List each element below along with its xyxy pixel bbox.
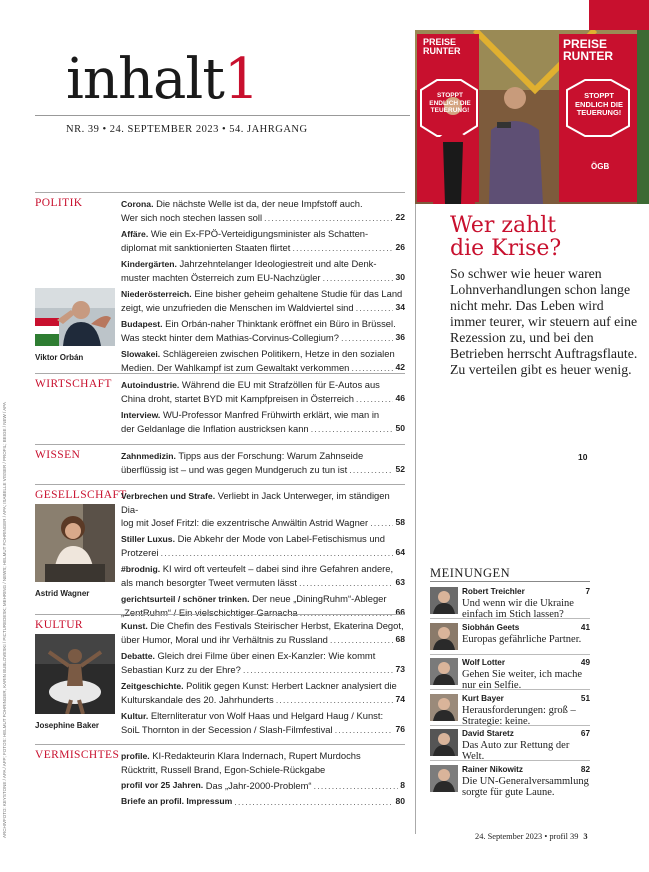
entry-page: 68 [395, 634, 405, 644]
entry-page: 58 [395, 517, 405, 527]
author-avatar [430, 694, 458, 721]
toc-entry[interactable] [121, 709, 405, 736]
wagner-photo [35, 504, 115, 582]
entry-last-line: als manch besorgter Tweet vermuten lässt [121, 577, 297, 588]
entry-keyword: Niederösterreich. [121, 289, 192, 299]
orban-photo [35, 288, 115, 346]
toc-entry[interactable] [121, 532, 405, 559]
toc-entry[interactable] [121, 649, 405, 676]
entry-page: 80 [395, 796, 405, 806]
opinion-item[interactable] [430, 691, 590, 725]
section-title: WISSEN [35, 449, 81, 461]
sign-top-right: PREISE RUNTER [563, 37, 613, 63]
toc-entry[interactable] [121, 749, 405, 776]
section-entries [121, 449, 405, 479]
entry-keyword: Interview. [121, 410, 161, 420]
entry-last-line: diplomat mit sanktionierten Staaten flirtet [121, 242, 291, 253]
meinungen-rule [430, 581, 590, 582]
section-rule [35, 614, 405, 615]
entry-keyword: Affäre. [121, 229, 149, 239]
leader-dots [349, 463, 393, 476]
thumb-wagner [35, 504, 115, 598]
leader-dots [356, 301, 394, 314]
entry-page: 22 [395, 212, 405, 222]
section-title: GESELLSCHAFT [35, 489, 127, 501]
author-avatar [430, 658, 458, 685]
entry-page: 8 [400, 780, 405, 790]
section-entries [121, 489, 405, 622]
entry-page: 64 [395, 547, 405, 557]
entry-last-line: Sebastian Kurz zu der Ehre? [121, 664, 241, 675]
section-gesellschaft [35, 484, 405, 618]
entry-keyword: Kunst. [121, 621, 148, 631]
entry-last-line: der Geldanlage die Inflation austricksen kann [121, 423, 309, 434]
entry-last-line: überflüssig ist – und was gegen Mundgeruch zu tun ist [121, 464, 348, 475]
entry-keyword: Autoindustrie. [121, 380, 180, 390]
author-avatar [430, 587, 458, 614]
opinion-page: 49 [580, 658, 590, 667]
entry-page: 26 [395, 242, 405, 252]
entry-page: 52 [395, 464, 405, 474]
leader-dots [356, 392, 394, 405]
opinion-headline: Herausforderungen: groß – Strategie: keine. [462, 704, 576, 727]
opinion-page: 51 [580, 693, 590, 703]
author-name: Siobhán Geets [462, 622, 520, 632]
entry-last-line: SoiL Thornton in der Secession / Slash-Filmfestival [121, 724, 333, 735]
section-rule [35, 484, 405, 485]
entry-text: Die Chefin des Festivals Steirischer Herbst, Ekaterina Degot, [150, 620, 404, 631]
toc-entry[interactable] [121, 197, 405, 224]
opinion-item[interactable] [430, 620, 590, 654]
entry-text: Verliebt in Jack Unterweger, im ständigen Dia- [121, 490, 390, 515]
entry-last-line: log mit Josef Fritzl: die exzentrische Anwältin Astrid Wagner [121, 517, 369, 528]
entry-keyword: Kindergärten. [121, 259, 177, 269]
opinion-headline: Und wenn wir die Ukraine einfach im Stich lassen? [462, 598, 574, 620]
entry-keyword: Zeitgeschichte. [121, 681, 184, 691]
author-name: Rainer Nikowitz [462, 764, 523, 774]
entry-keyword: gerichtsurteil / schöner trinken. [121, 594, 250, 604]
author-name: Wolf Lotter [462, 658, 506, 667]
leader-dots [341, 331, 393, 344]
author-avatar [430, 729, 458, 756]
entry-page: 46 [395, 393, 405, 403]
section-rule [35, 373, 405, 374]
section-rule [35, 744, 405, 745]
entry-last-line: China droht, startet BYD mit Kampfpreisen in Österreich [121, 393, 354, 404]
entry-last-line: Medien. Der Wahlkampf ist zum Gewaltakt verkommen [121, 362, 350, 373]
leader-dots [243, 663, 394, 676]
thumb-caption: Josephine Baker [35, 721, 100, 730]
header-rule [35, 115, 410, 116]
toc-entry[interactable] [121, 287, 405, 314]
leader-dots [335, 723, 394, 736]
entry-text: Während die EU mit Strafzöllen für E-Autos aus [181, 379, 380, 390]
page-title [66, 47, 259, 112]
entry-keyword: Corona. [121, 199, 154, 209]
entry-text: Jahrzehntelanger Ideologiestreit und alte Denk- [179, 258, 377, 269]
entry-last-line: zeigt, wie unzufrieden die Menschen im Waldviertel sind [121, 302, 354, 313]
toc-entry[interactable] [121, 795, 405, 808]
entry-text-cont: Rücktritt, Russell Brand, Egon-Schiele-Rückgabe [121, 764, 326, 775]
entry-keyword: Slowakei. [121, 349, 161, 359]
opinion-headline: Die UN-Generalversammlung sorgte für gute Laune. [462, 775, 589, 798]
leader-dots [311, 422, 394, 435]
entry-page: 36 [395, 332, 405, 342]
entry-page: 73 [395, 664, 405, 674]
section-title: WIRTSCHAFT [35, 378, 112, 390]
entry-page: 34 [395, 302, 405, 312]
cover-title-line2: die Krise? [450, 236, 562, 261]
leader-dots [264, 211, 393, 224]
opinion-page: 67 [580, 729, 590, 738]
section-title: POLITIK [35, 197, 83, 209]
entry-text: Ein Orbán-naher Thinktank eröffnet ein Büro in Brüssel. [165, 318, 396, 329]
entry-keyword: Briefe an profil. Impressum [121, 796, 233, 806]
entry-page: 76 [395, 724, 405, 734]
entry-text: Eine bisher geheim gehaltene Studie für das Land [194, 288, 403, 299]
leader-dots [314, 779, 399, 792]
opinion-item[interactable] [430, 726, 590, 760]
cover-story-teaser: So schwer wie heuer waren Lohnverhandlungen schon lange nicht mehr. Das Leben wird immer teurer, wir steuern auf eine Rezession zu, und bei den Betrieben herrscht Auftragsflaute. Zu verteilen gibt es heuer wenig. [450, 266, 638, 377]
author-avatar [430, 623, 458, 650]
corner-accent [589, 0, 649, 30]
entry-keyword: Kultur. [121, 711, 149, 721]
section-wissen [35, 444, 405, 480]
toc-entry[interactable] [121, 257, 405, 284]
cover-photo [415, 30, 649, 204]
entry-last-line: Protzerei [121, 547, 159, 558]
column-divider [415, 204, 416, 834]
entry-text: KI wird oft verteufelt – dabei sind ihre Gefahren andere, [162, 563, 394, 574]
section-entries [121, 619, 405, 739]
toc-entry[interactable] [121, 679, 405, 706]
opinion-page: 82 [580, 764, 590, 774]
entry-text: Die nächste Welle ist da, der neue Impfstoff auch. [156, 198, 363, 209]
entry-text: Tipps aus der Forschung: Warum Zahnseide [178, 450, 364, 461]
baker-photo [35, 634, 115, 714]
toc-entry[interactable] [121, 227, 405, 254]
leader-dots [323, 271, 394, 284]
author-name: David Staretz [462, 729, 514, 738]
section-title: VERMISCHTES [35, 749, 120, 761]
footer-page-number: 3 [583, 832, 588, 841]
opinion-headline: Das Auto zur Rettung der Welt. [462, 740, 570, 762]
opinion-headline: Europas gefährliche Partner. [462, 633, 582, 645]
entry-last-line: Wer sich noch stechen lassen soll [121, 212, 263, 223]
entry-last-line: „ZentRuhm“ / Ein vielschichtiger Garnacha [121, 607, 298, 618]
entry-text: KI-Redakteurin Klara Indernach, Rupert Murdochs [152, 750, 361, 761]
leader-dots [276, 693, 394, 706]
entry-page: 66 [395, 607, 405, 617]
entry-page: 30 [395, 272, 405, 282]
toc-entry[interactable] [121, 378, 405, 405]
cover-story-page: 10 [578, 452, 588, 462]
meinungen-title: MEINUNGEN [430, 566, 511, 580]
entry-page: 50 [395, 423, 405, 433]
sign-brand: ÖGB [591, 162, 610, 171]
cover-title-line1: Wer zahlt [450, 213, 557, 238]
sign-top-left: PREISE RUNTER [423, 37, 461, 56]
entry-keyword: profil vor 25 Jahren. [121, 780, 204, 790]
entry-keyword: Debatte. [121, 651, 155, 661]
toc-entry[interactable] [121, 347, 405, 374]
leader-dots [161, 546, 394, 559]
opinion-page: 41 [580, 622, 590, 632]
entry-text: Gleich drei Filme über einen Ex-Kanzler: Wie kommt [157, 650, 376, 661]
entry-keyword: Budapest. [121, 319, 163, 329]
entry-text: Wie ein Ex-FPÖ-Verteidigungsminister als Schatten- [150, 228, 369, 239]
author-name: Kurt Bayer [462, 693, 504, 703]
entry-page: 63 [395, 577, 405, 587]
leader-dots [234, 795, 393, 808]
entry-text: Elternliteratur von Wolf Haas und Helgard Haug / Kunst: [150, 710, 384, 721]
entry-last-line: muster machten Österreich zum EU-Nachzügler [121, 272, 321, 283]
entry-last-line: Kulturskandale des 20. Jahrhunderts [121, 694, 274, 705]
issue-line: NR. 39 • 24. SEPTEMBER 2023 • 54. JAHRGANG [66, 124, 308, 135]
entry-page: 74 [395, 694, 405, 704]
masthead-word: inhalt [66, 47, 224, 112]
footer-date: 24. September 2023 • profil 39 [475, 832, 579, 841]
thumb-caption: Viktor Orbán [35, 353, 84, 362]
section-kultur [35, 614, 405, 740]
leader-dots [292, 241, 393, 254]
entry-keyword: Zahnmedizin. [121, 451, 176, 461]
section-vermischtes [35, 744, 405, 814]
masthead-number: 1 [223, 47, 259, 112]
entry-text: WU-Professor Manfred Frühwirth erklärt, wie man in [162, 409, 380, 420]
section-politik [35, 192, 405, 373]
section-title: KULTUR [35, 619, 83, 631]
opinion-item[interactable] [430, 584, 590, 618]
entry-text: Die Abkehr der Mode von Label-Fetischismus und [177, 533, 385, 544]
opinion-item[interactable] [430, 762, 590, 796]
section-entries [121, 197, 405, 377]
author-avatar [430, 765, 458, 792]
entry-last-line: Das „Jahr-2000-Problem“ [205, 780, 312, 791]
thumb-caption: Astrid Wagner [35, 589, 90, 598]
section-entries [121, 749, 405, 811]
toc-entry[interactable] [121, 562, 405, 589]
thumb-baker [35, 634, 115, 730]
page-footer [475, 832, 588, 841]
entry-last-line: Was steckt hinter dem Mathias-Corvinus-Collegium? [121, 332, 339, 343]
leader-dots [370, 516, 393, 529]
sign-text-right: STOPPT ENDLICH DIE TEUERUNG! [575, 91, 623, 117]
toc-entry[interactable] [121, 779, 405, 792]
cover-story-title[interactable] [450, 214, 561, 260]
entry-text: Der neue „DiningRuhm“-Ableger [252, 593, 387, 604]
toc-entry[interactable] [121, 317, 405, 344]
toc-entry[interactable] [121, 408, 405, 435]
author-name: Robert Treichler [462, 587, 525, 596]
photo-credits: ARCHIVFOTO: KEYSTONE / APA / AFP; FOTOS: HELMUT FOHRINGER, KARIN BUBLOVESKI / PICTUREDESK; MEHRING / NEWS; HELMUT FOHRINGER / APA; ISABELLE VISSER / PROFIL; BEIGE / NEW / APA [2, 402, 7, 838]
entry-text: Politik gegen Kunst: Herbert Lackner analysiert die [186, 680, 397, 691]
entry-page: 42 [395, 362, 405, 372]
opinion-headline: Gehen Sie weiter, ich mache nur ein Selfie. [462, 669, 582, 691]
section-wirtschaft [35, 373, 405, 439]
section-entries [121, 378, 405, 438]
opinion-page: 7 [585, 587, 590, 596]
entry-keyword: #brodnig. [121, 564, 161, 574]
toc-entry[interactable] [121, 619, 405, 646]
section-rule [35, 192, 405, 193]
entry-text: Schlägereien zwischen Politikern, Hetze in den sozialen [162, 348, 395, 359]
leader-dots [330, 633, 394, 646]
opinion-item[interactable] [430, 655, 590, 689]
thumb-orban [35, 288, 115, 362]
toc-entry[interactable] [121, 489, 405, 529]
toc-entry[interactable] [121, 449, 405, 476]
entry-keyword: profile. [121, 751, 150, 761]
sign-text-left: STOPPT ENDLICH DIE TEUERUNG! [429, 92, 471, 114]
section-rule [35, 444, 405, 445]
leader-dots [299, 576, 393, 589]
entry-keyword: Verbrechen und Strafe. [121, 491, 216, 501]
entry-last-line: über Humor, Moral und ihr Verhältnis zu Russland [121, 634, 328, 645]
entry-keyword: Stiller Luxus. [121, 534, 175, 544]
